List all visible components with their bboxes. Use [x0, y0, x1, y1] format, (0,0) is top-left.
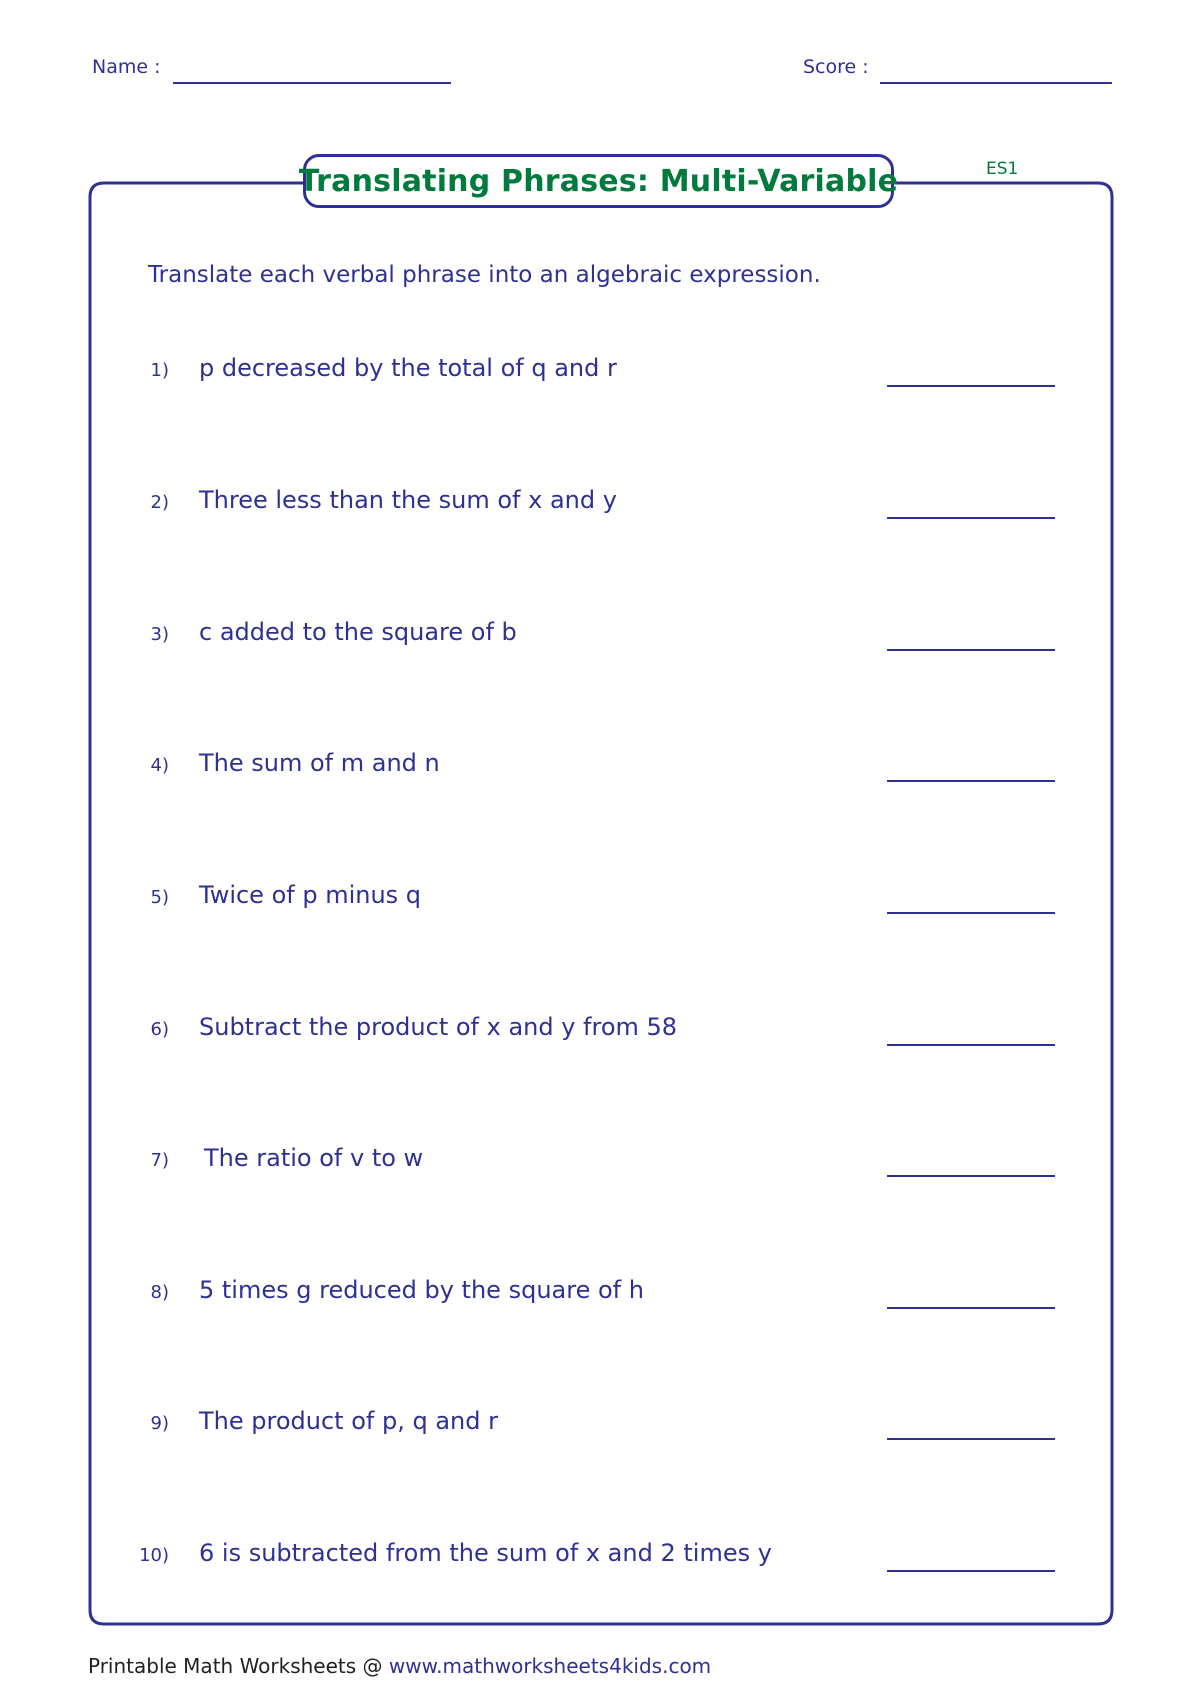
- question-text: The product of p, q and r: [199, 1407, 498, 1435]
- question-item: [0, 1276, 1200, 1316]
- question-item: [0, 1407, 1200, 1447]
- score-field[interactable]: [880, 82, 1112, 84]
- answer-line[interactable]: [887, 1044, 1055, 1046]
- answer-line[interactable]: [887, 1570, 1055, 1572]
- answer-line[interactable]: [887, 1438, 1055, 1440]
- question-number: 9): [150, 1413, 169, 1434]
- title-box: [298, 154, 899, 208]
- answer-line[interactable]: [887, 385, 1055, 387]
- question-number: 1): [150, 360, 169, 381]
- name-label: Name :: [92, 56, 161, 78]
- answer-line[interactable]: [887, 912, 1055, 914]
- question-item: [0, 881, 1200, 921]
- question-text: p decreased by the total of q and r: [199, 354, 617, 382]
- question-number: 10): [139, 1545, 169, 1566]
- question-item: [0, 1144, 1200, 1184]
- score-label: Score :: [803, 56, 869, 78]
- question-number: 2): [150, 492, 169, 513]
- instruction: Translate each verbal phrase into an algebraic expression.: [148, 262, 821, 288]
- question-text: Twice of p minus q: [199, 881, 422, 909]
- question-item: [0, 486, 1200, 526]
- question-text: The ratio of v to w: [204, 1144, 424, 1172]
- question-text: 6 is subtracted from the sum of x and 2 times y: [199, 1539, 772, 1567]
- question-item: [0, 749, 1200, 789]
- question-item: [0, 1013, 1200, 1053]
- footer-link[interactable]: www.mathworksheets4kids.com: [388, 1654, 712, 1678]
- question-text: c added to the square of b: [199, 618, 517, 646]
- answer-line[interactable]: [887, 780, 1055, 782]
- answer-line[interactable]: [887, 517, 1055, 519]
- answer-line[interactable]: [887, 649, 1055, 651]
- question-number: 4): [150, 755, 169, 776]
- question-item: [0, 354, 1200, 394]
- worksheet-code: ES1: [986, 159, 1019, 179]
- answer-line[interactable]: [887, 1307, 1055, 1309]
- question-item: [0, 1539, 1200, 1579]
- question-item: [0, 618, 1200, 658]
- question-text: Subtract the product of x and y from 58: [199, 1013, 678, 1041]
- question-number: 3): [150, 624, 169, 645]
- question-text: The sum of m and n: [199, 749, 440, 777]
- question-number: 6): [150, 1019, 169, 1040]
- worksheet-title: Translating Phrases: Multi-Variable: [298, 163, 899, 199]
- answer-line[interactable]: [887, 1175, 1055, 1177]
- question-number: 8): [150, 1282, 169, 1303]
- question-number: 5): [150, 887, 169, 908]
- question-text: 5 times g reduced by the square of h: [199, 1276, 644, 1304]
- footer-text: Printable Math Worksheets @: [88, 1654, 389, 1678]
- name-field[interactable]: [173, 82, 451, 84]
- footer: [88, 1654, 711, 1678]
- question-number: 7): [150, 1150, 169, 1171]
- question-text: Three less than the sum of x and y: [199, 486, 617, 514]
